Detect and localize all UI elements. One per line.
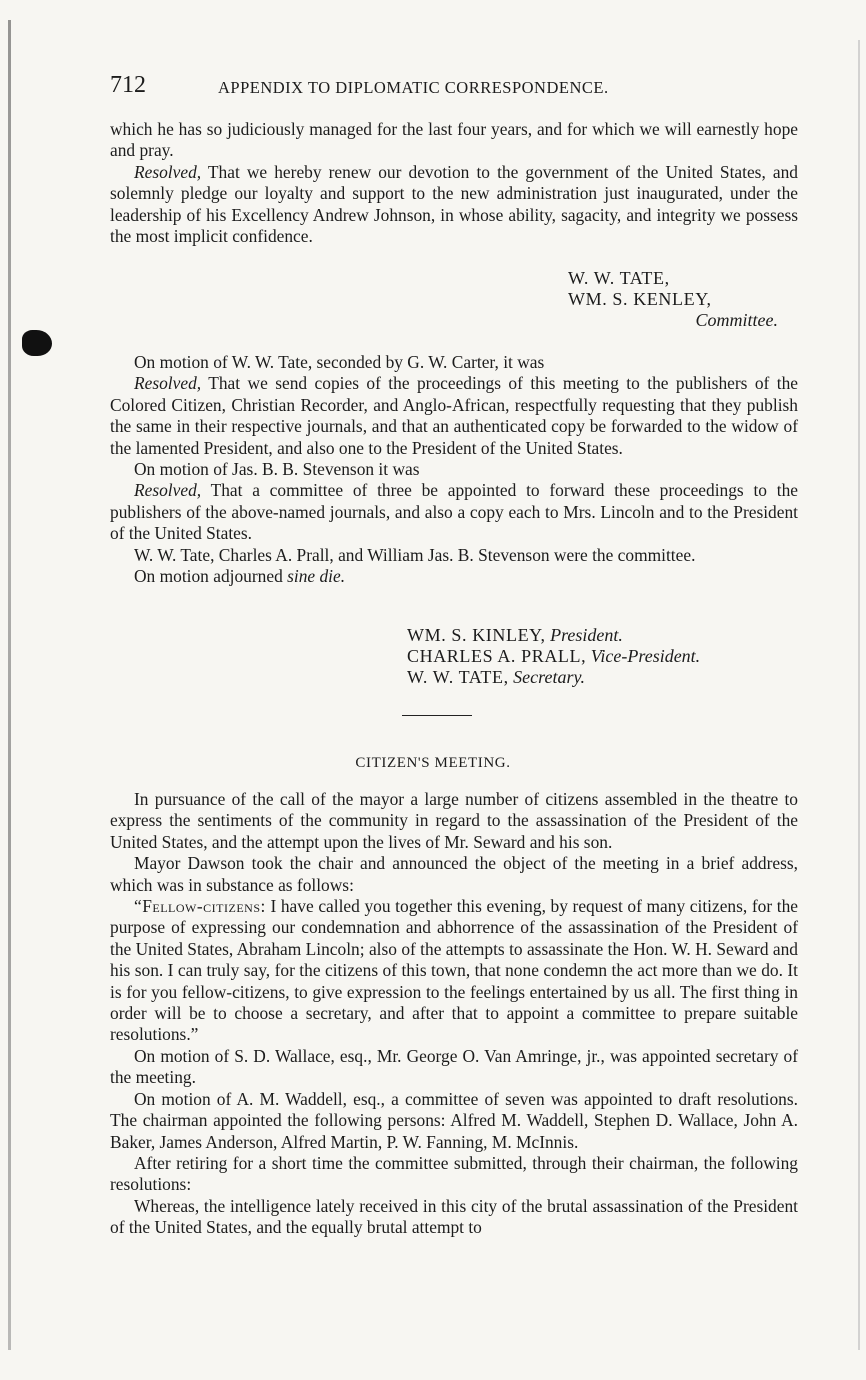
text-block-1 <box>110 119 798 247</box>
paragraph-text: That we hereby renew our devotion to the government of the United States, and solemnly pledge our loyalty and support to the new administration just inaugurated, under the leadership of his Excellency Andrew Johnson, in whose ability, sagacity, and integrity we possess the most implicit confidence. <box>110 161 798 247</box>
scan-right-edge <box>858 40 860 1350</box>
paragraph <box>110 566 798 587</box>
text-block-3 <box>110 789 798 1239</box>
officer-title: Secretary. <box>513 667 585 687</box>
paragraph: W. W. Tate, Charles A. Prall, and William Jas. B. Stevenson were the committee. <box>134 544 696 565</box>
signatory-role: Committee. <box>695 310 778 330</box>
paragraph: On motion of W. W. Tate, seconded by G. W. Carter, it was <box>134 352 545 372</box>
resolved-lead: Resolved, <box>134 161 202 182</box>
paragraph: Whereas, the intelligence lately received in this city of the brutal assassination of the President of the United States, and the equally brutal attempt to <box>110 1195 798 1238</box>
paragraph <box>110 896 798 1046</box>
officer-line <box>407 667 807 688</box>
paragraph: On motion of A. M. Waddell, esq., a committee of seven was appointed to draft resolutions. The chairman appointed the following persons: Alfred M. Waddell, Stephen D. Wallace, John A. Baker, James Anderson, Alfred Martin, P. W. Fanning, M. McInnis. <box>110 1088 798 1152</box>
officer-line <box>407 646 807 667</box>
page-header <box>110 72 800 102</box>
paragraph: Mayor Dawson took the chair and announced the object of the meeting in a brief address, which was in substance as follows: <box>110 853 798 895</box>
paragraph: After retiring for a short time the committee submitted, through their chairman, the following resolutions: <box>110 1152 798 1195</box>
section-divider <box>402 715 472 716</box>
section-title: CITIZEN'S MEETING. <box>355 755 511 771</box>
paragraph-text: I have called you together this evening, by request of many citizens, for the purpose of expressing our condemnation and abhorrence of the assassination of the President of the United States, Abraham Lincoln; also of the attempts to assassinate the Hon. W. H. Seward and his son. I can truly say, for the citizens of this town, that none condemn the act more than we do. It is for you fellow-citizens, to give expression to the feelings entertained by us all. The first thing in order will be to choose a secretary, and after that to appoint a committee to prepare suitable resolutions.” <box>110 896 798 1045</box>
signatory-name: W. W. TATE, <box>568 268 670 288</box>
officer-title: Vice-President. <box>590 646 701 666</box>
signatory-name: WM. S. KENLEY, <box>568 289 712 309</box>
officer-name: WM. S. KINLEY, <box>407 625 546 645</box>
officer-name: CHARLES A. PRALL, <box>407 646 587 666</box>
committee-signature <box>568 268 788 331</box>
running-head: APPENDIX TO DIPLOMATIC CORRESPONDENCE. <box>218 78 609 97</box>
officer-line <box>407 625 807 646</box>
latin-phrase: sine die. <box>287 566 346 587</box>
paragraph <box>110 162 798 248</box>
page-number: 712 <box>110 72 146 98</box>
text-block-2 <box>110 352 798 587</box>
paragraph <box>110 373 798 459</box>
paragraph-text: That a committee of three be appointed to forward these proceedings to the publishers of the above-named journals, and also a copy each to Mrs. Lincoln and to the President of the United States. <box>110 480 798 544</box>
paragraph-text: On motion adjourned <box>134 566 288 587</box>
paragraph: which he has so judiciously managed for the last four years, and for which we will earnestly hope and pray. <box>110 119 798 161</box>
resolved-lead: Resolved, <box>134 373 202 394</box>
ink-blot <box>22 330 52 356</box>
paragraph: On motion of S. D. Wallace, esq., Mr. George O. Van Amringe, jr., was appointed secretary of the meeting. <box>110 1045 798 1088</box>
paragraph: On motion of Jas. B. B. Stevenson it was <box>134 459 420 480</box>
officer-name: W. W. TATE, <box>407 667 509 687</box>
paragraph: In pursuance of the call of the mayor a large number of citizens assembled in the theatre to express the sentiments of the community in regard to the assassination of the President of the United States, and the attempt upon the lives of Mr. Seward and his son. <box>110 789 798 852</box>
scan-left-edge <box>8 20 11 1350</box>
officer-title: President. <box>550 625 623 645</box>
resolved-lead: Resolved, <box>134 480 202 501</box>
paragraph-text: That we send copies of the proceedings of this meeting to the publishers of the Colored Citizen, Christian Recorder, and Anglo-African, respectfully requesting that they publish the same in their respective journals, and that an authenticated copy be forwarded to the widow of the lamented President, and also one to the President of the United States. <box>110 373 798 458</box>
paragraph <box>110 480 798 544</box>
officers-signature <box>407 625 807 688</box>
address-opening: “Fellow-citizens: <box>134 896 266 917</box>
